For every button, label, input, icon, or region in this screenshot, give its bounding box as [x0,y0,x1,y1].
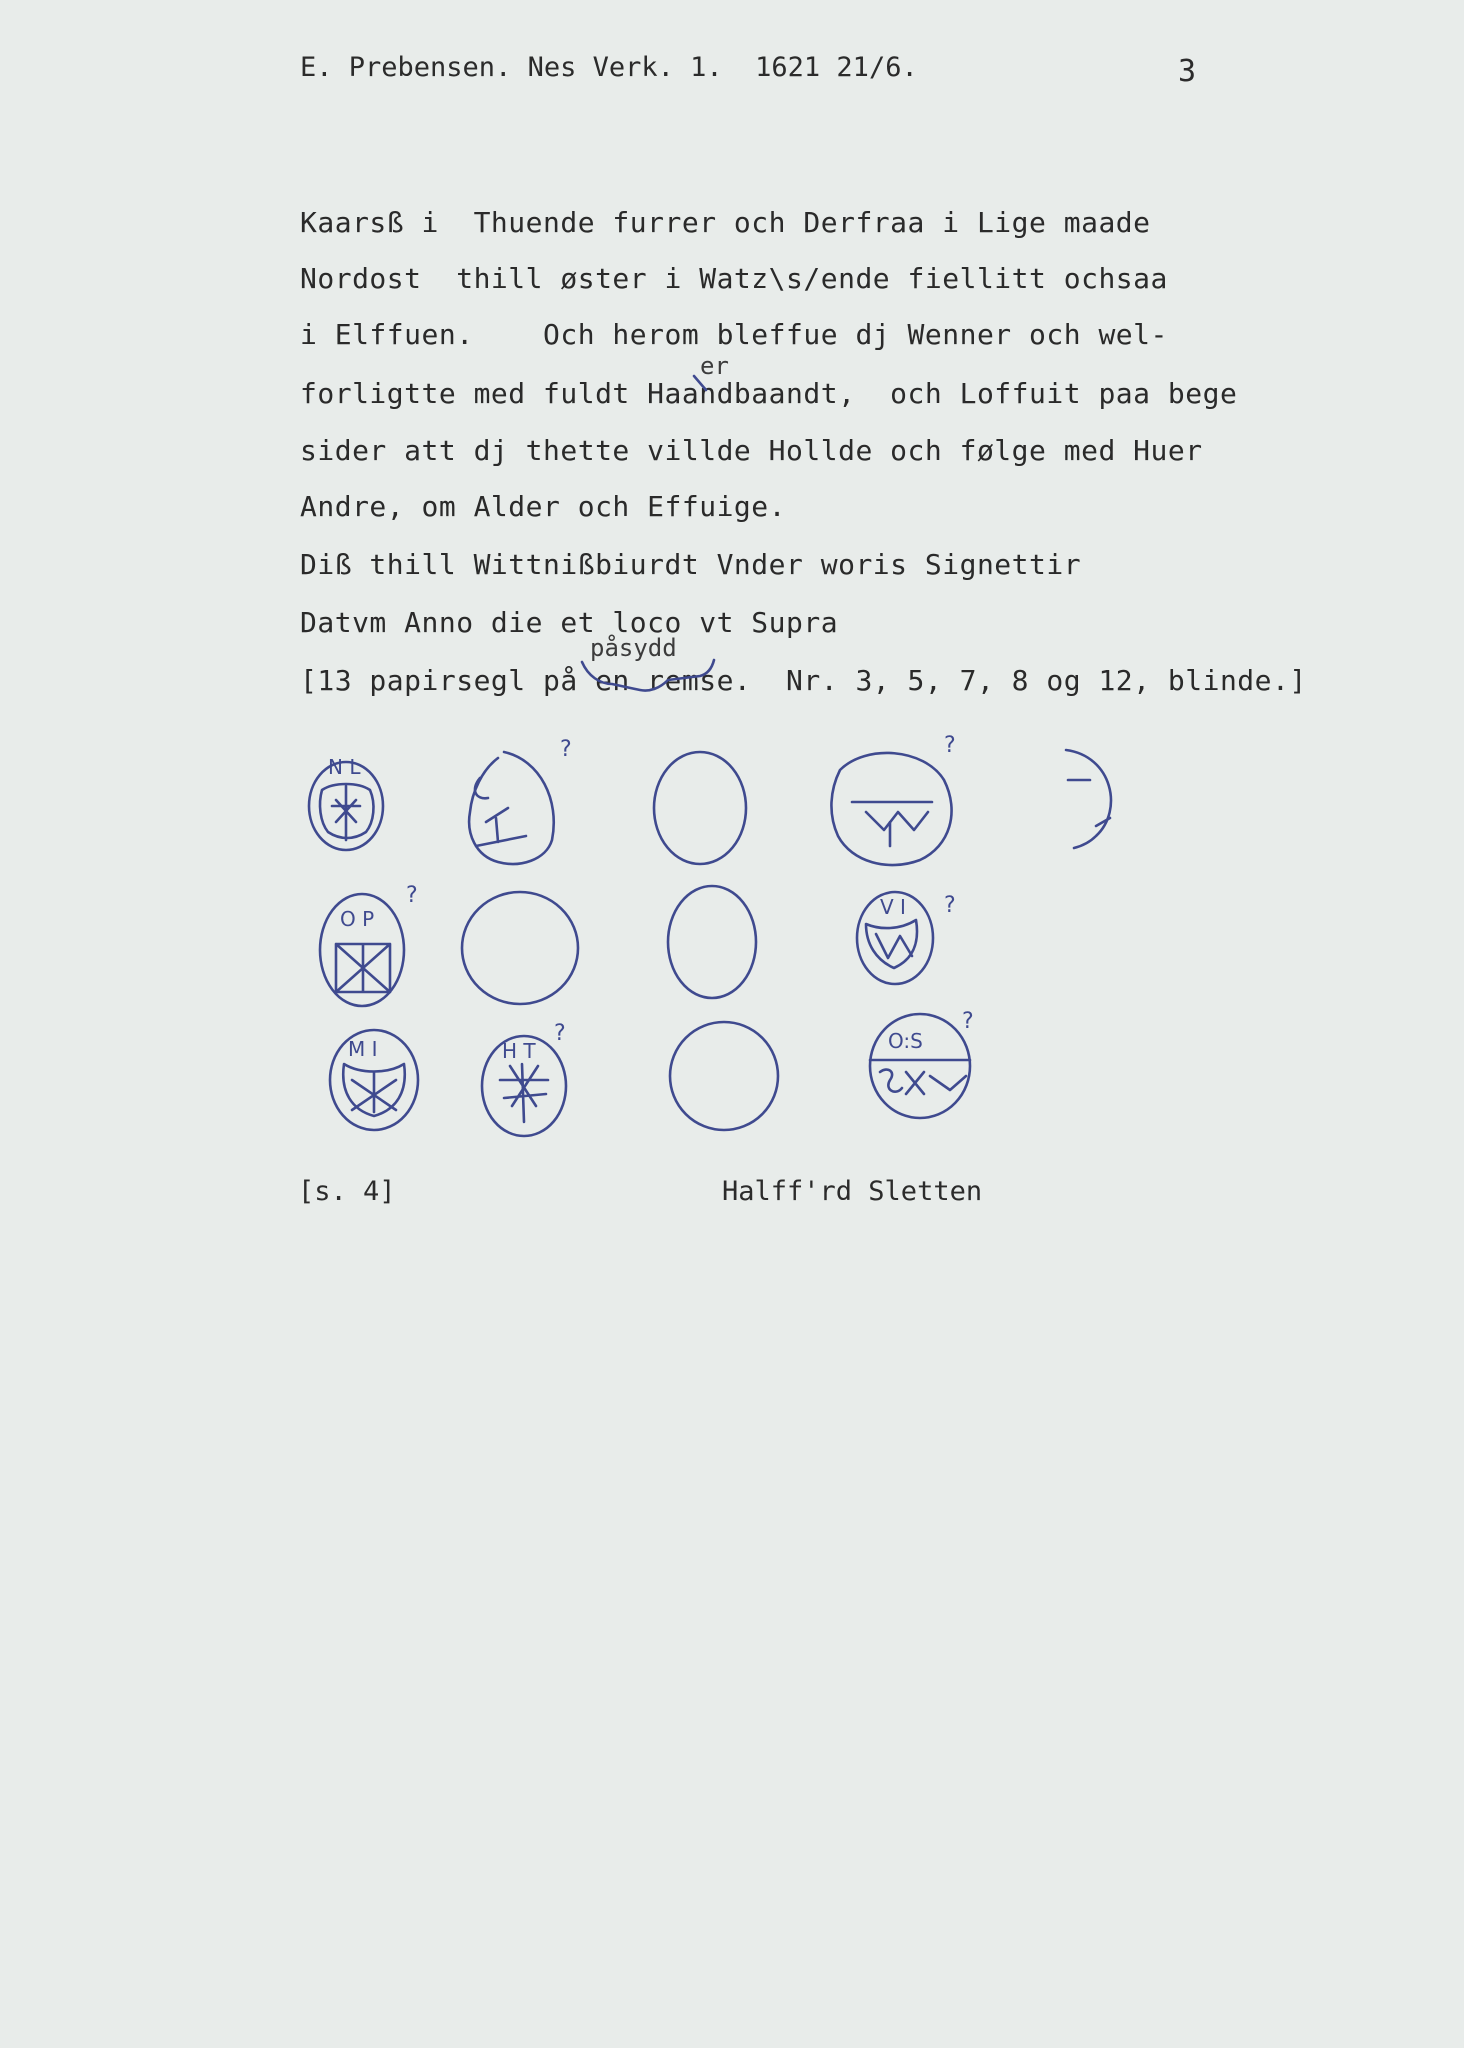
seal-6-label: O P [340,907,375,931]
seal-10-label: M I [348,1037,378,1061]
text-line-7: Diß thill Wittnißbiurdt Vnder woris Signettir [300,548,1082,581]
seal-11 [482,1021,566,1136]
footer-page-ref: [s. 4] [298,1176,396,1207]
text-line-9: [13 papirsegl på en remse. Nr. 3, 5, 7, 8 og 12, blinde.] [300,664,1307,697]
seal-1-label: N L [328,755,361,779]
seal-13-query: ? [962,1009,974,1034]
insertion-bracket [582,660,714,691]
handwritten-insert-er: er [700,352,729,380]
seal-6-query: ? [406,883,418,908]
text-line-3: i Elffuen. Och herom bleffue dj Wenner och wel- [300,318,1168,351]
seal-9-label: V I [880,895,906,919]
text-line-5: sider att dj thette villde Hollde och følge med Huer [300,434,1203,467]
seal-5 [1066,750,1111,848]
seal-6 [320,883,418,1006]
text-line-6: Andre, om Alder och Effuige. [300,490,787,523]
seal-3 [654,752,746,864]
seal-12 [670,1022,778,1130]
seal-2-query: ? [560,737,572,762]
seal-10 [330,1030,418,1130]
handwritten-insert-pasydd: påsydd [590,634,677,662]
seal-2 [469,737,572,864]
seal-13-label: O:S [888,1029,923,1053]
seal-1 [309,755,383,850]
seal-11-label: H T [502,1039,536,1063]
insertion-caret [694,376,706,390]
document-header: E. Prebensen. Nes Verk. 1. 1621 21/6. [300,52,918,83]
seal-4-query: ? [944,733,956,758]
page-number: 3 [1178,54,1197,89]
text-line-4: forligtte med fuldt Haandbaandt, och Loffuit paa bege [300,377,1238,410]
seal-11-query: ? [554,1021,566,1046]
text-line-1: Kaarsß i Thuende furrer och Derfraa i Lige maade [300,206,1151,239]
seal-7 [462,892,578,1004]
footer-transcriber: Halff'rd Sletten [722,1176,983,1207]
text-line-2: Nordost thill øster i Watz\s/ende fiellitt ochsaa [300,262,1168,295]
seal-9 [857,892,956,984]
seal-9-query: ? [944,893,956,918]
text-line-8: Datvm Anno die et loco vt Supra [300,606,839,639]
seal-13 [870,1009,974,1118]
seal-8 [668,886,756,998]
seal-4 [831,733,955,865]
